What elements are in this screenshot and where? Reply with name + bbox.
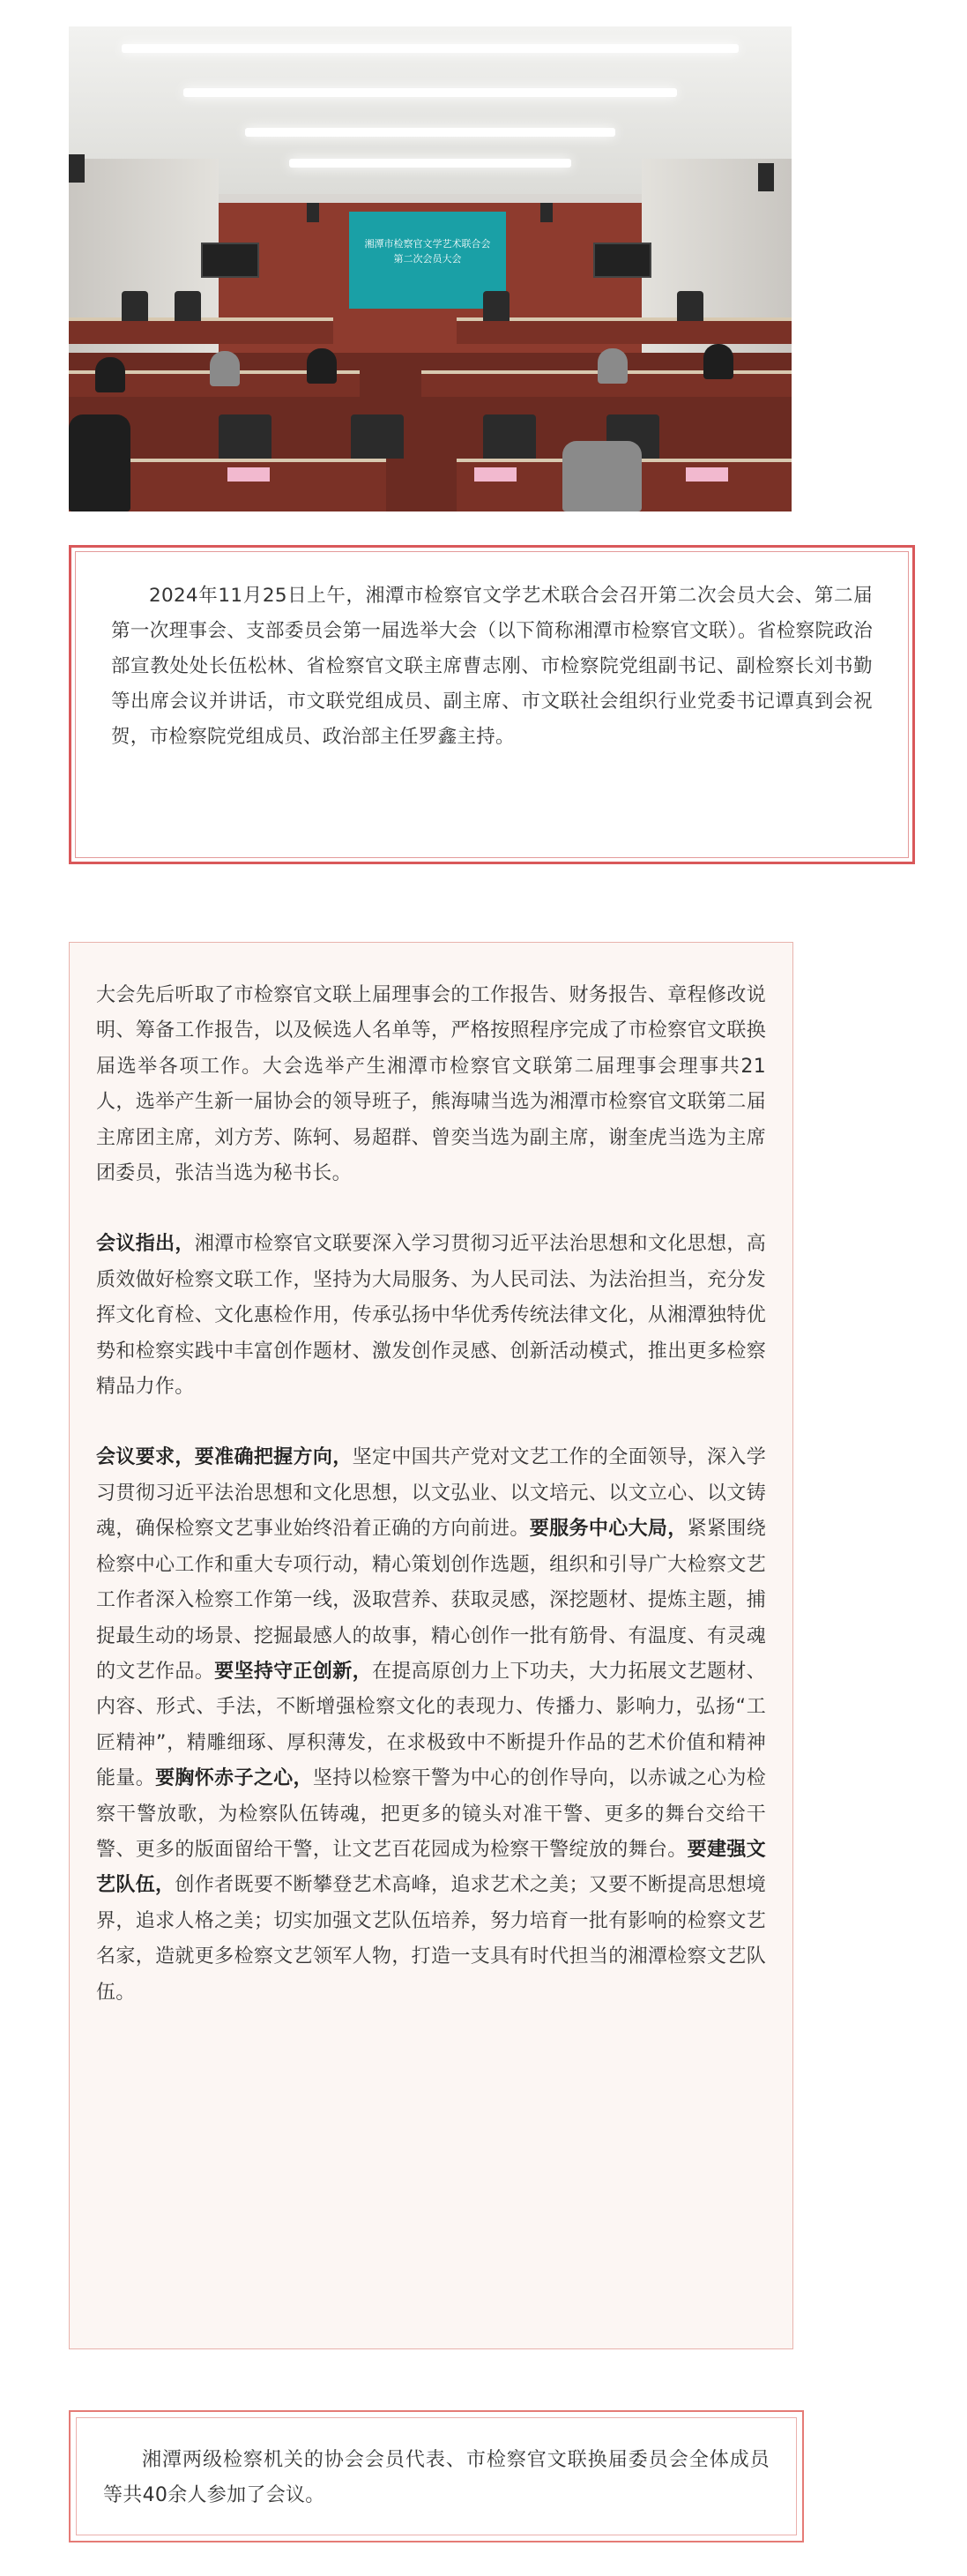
bold-lead: 要坚持守正创新， — [214, 1660, 372, 1683]
paragraph-text: 紧紧围绕检察中心工作和重大专项行动，精心策划创作选题，组织和引导广大检察文艺工作者深入检察工作第一线，汲取营养、获取灵感，深挖题材、提炼主题，捕捉最生动的场景、挖掘最感人的故事，精心创作一批有筋骨、有温度、有灵魂的文艺作品。 — [96, 1518, 767, 1683]
body-paragraph-1: 大会先后听取了市检察官文联上届理事会的工作报告、财务报告、章程修改说明、筹备工作报告，以及候选人名单等，严格按照程序完成了市检察官文联换届选举各项工作。大会选举产生湘潭市检察官文联第二届理事会理事共21人，选举产生新一届协会的领导班子，熊海啸当选为湘潭市检察官文联第二届主席团主席，刘方芳、陈轲、易超群、曾奕当选为副主席，谢奎虎当选为主席团委员，张洁当选为秘书长。 — [96, 984, 766, 1185]
name-card — [227, 467, 270, 482]
chair — [175, 291, 201, 321]
screen-title: 湘潭市检察官文学艺术联合会 — [364, 238, 491, 250]
paragraph-text: 坚定中国共产党对文艺工作的全面领导，深入学习贯彻习近平法治思想和文化思想，以文弘业、以文培元、以文立心、以文铸魂，确保检察文艺事业始终沿着正确的方向前进。 — [96, 1446, 766, 1541]
attendee — [69, 414, 130, 511]
paragraph-text: 在提高原创力上下功夫，大力拓展文艺题材、内容、形式、手法，不断增强检察文化的表现力、传播力、影响力，弘扬“工匠精神”，精雕细琢、厚积薄发，在求极致中不断提升作品的艺术价值和精神能量。 — [96, 1660, 766, 1790]
body-paragraph-2 — [96, 1227, 766, 1405]
attendee — [703, 344, 733, 379]
ceiling-light — [122, 44, 739, 53]
desk — [457, 317, 792, 344]
screen-subtitle: 第二次会员大会 — [393, 253, 462, 265]
speaker — [540, 203, 553, 222]
body-paragraph-3 — [96, 1440, 766, 2011]
name-card — [474, 467, 517, 482]
bold-lead: 会议要求，要准确把握方向， — [96, 1446, 353, 1469]
chair — [483, 291, 510, 321]
intro-paragraph: 2024年11月25日上午，湘潭市检察官文学艺术联合会召开第二次会员大会、第二届第一次理事会、支部委员会第一届选举大会（以下简称湘潭市检察官文联）。省检察院政治部宣教处处长伍松林、省检察官文联主席曹志刚、市检察院党组副书记、副检察长刘书勤等出席会议并讲话，市文联党组成员、副主席、市文联社会组织行业党委书记谭真到会祝贺，市检察院党组成员、政治部主任罗鑫主持。 — [111, 585, 873, 748]
chair — [677, 291, 703, 321]
speaker — [69, 154, 85, 183]
attendee — [562, 441, 642, 511]
speaker — [307, 203, 319, 222]
attendee — [95, 357, 125, 392]
ceiling-light — [289, 159, 571, 168]
closing-box-inner — [76, 2417, 797, 2535]
intro-box — [69, 545, 915, 864]
speaker — [758, 163, 774, 191]
ceiling-light — [183, 88, 677, 97]
attendee — [598, 348, 628, 384]
name-card — [686, 467, 728, 482]
tv-monitor — [201, 243, 259, 278]
meeting-photo — [69, 26, 792, 511]
chair — [219, 414, 272, 459]
bold-lead: 要胸怀赤子之心， — [155, 1767, 313, 1790]
paragraph-text: 坚持以检察干警为中心的创作导向，以赤诚之心为检察干警放歌，为检察队伍铸魂，把更多的镜头对准干警、更多的舞台交给干警、更多的版面留给干警，让文艺百花园成为检察干警绽放的舞台。 — [96, 1767, 766, 1861]
chair — [483, 414, 536, 459]
paragraph-text: 湘潭市检察官文联要深入学习贯彻习近平法治思想和文化思想，高质效做好检察文联工作，坚持为大局服务、为人民司法、为法治担当，充分发挥文化育检、文化惠检作用，传承弘扬中华优秀传统法律文化，从湘潭独特优势和检察实践中丰富创作题材、激发创作灵感、创新活动模式，推出更多检察精品力作。 — [96, 1233, 766, 1399]
bold-lead: 要服务中心大局， — [529, 1518, 688, 1541]
body-box — [69, 942, 793, 2349]
bold-lead: 要建强文艺队伍， — [96, 1838, 766, 1897]
tv-monitor — [593, 243, 651, 278]
bold-lead: 会议指出， — [96, 1233, 195, 1256]
closing-paragraph: 湘潭两级检察机关的协会会员代表、市检察官文联换届委员会全体成员等共40余人参加了会议。 — [103, 2449, 770, 2506]
desk — [69, 317, 333, 344]
attendee — [307, 348, 337, 384]
ceiling-light — [245, 128, 615, 137]
paragraph-text: 创作者既要不断攀登艺术高峰，追求艺术之美；又要不断提高思想境界，追求人格之美；切实加强文艺队伍培养，努力培育一批有影响的检察文艺名家，造就更多检察文艺领军人物，打造一支具有时代担当的湘潭检察文艺队伍。 — [96, 1874, 766, 2004]
chair — [122, 291, 148, 321]
closing-box — [69, 2410, 804, 2542]
intro-box-inner — [75, 551, 909, 858]
chair — [351, 414, 404, 459]
attendee — [210, 351, 240, 386]
